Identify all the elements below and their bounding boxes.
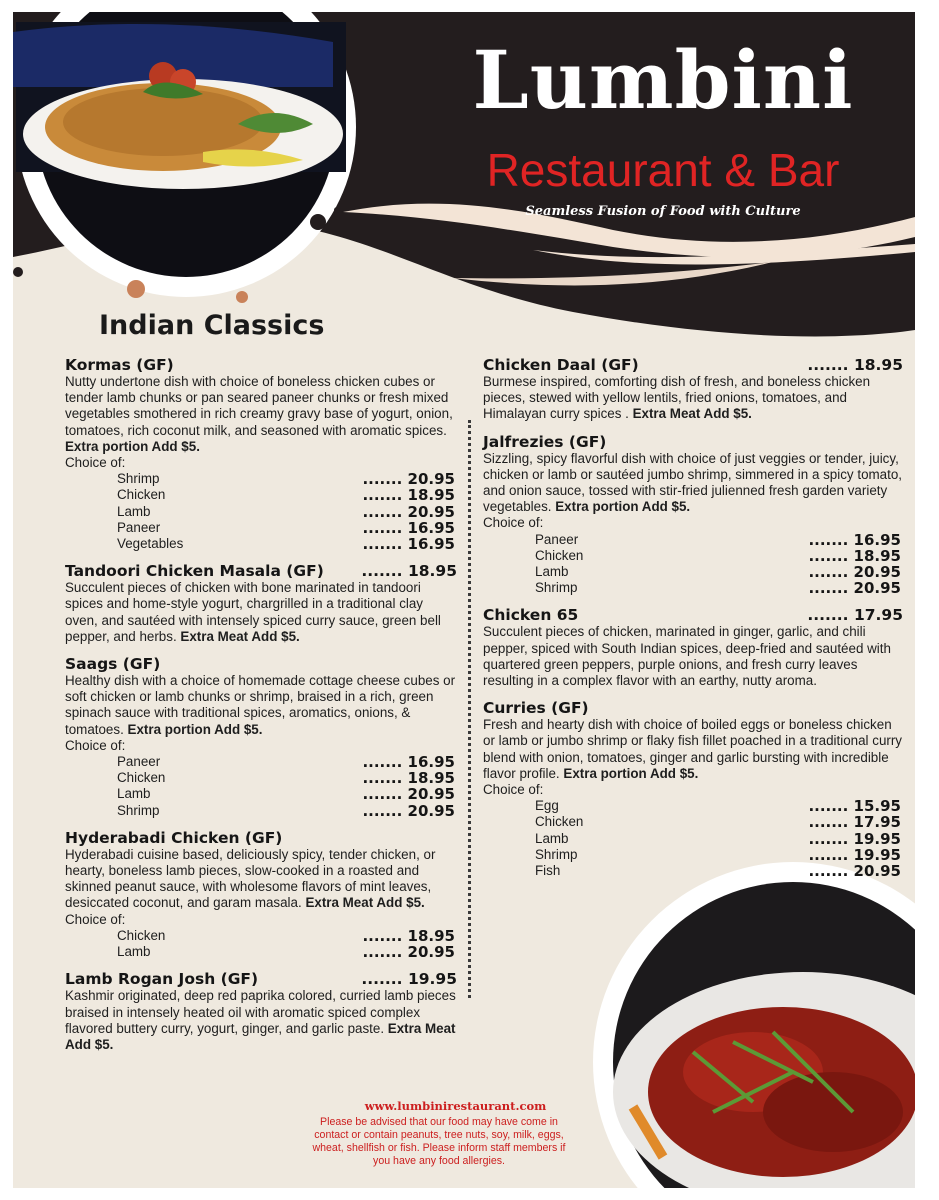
dish-description: Kashmir originated, deep red paprika colored, curried lamb pieces braised in intensely heated oil with aromatic spiced complex flavored buttery curry, yogurt, ginger, and garlic paste. Extra Meat Add $5. [65, 988, 456, 1052]
option-name: Chicken [117, 487, 166, 503]
section-heading: Indian Classics [99, 310, 325, 341]
option-row [483, 863, 903, 879]
option-name: Lamb [117, 786, 151, 802]
dish-extra: Extra portion Add $5. [65, 438, 200, 454]
option-row [483, 814, 903, 830]
option-price: ....... 20.95 [362, 470, 455, 489]
dish-price: ....... 18.95 [361, 562, 457, 581]
restaurant-tagline: Seamless Fusion of Food with Culture [525, 204, 801, 219]
dish-curries [483, 699, 903, 879]
option-price: ....... 19.95 [808, 845, 901, 864]
option-row [483, 798, 903, 814]
option-name: Chicken [535, 547, 584, 563]
option-price: ....... 20.95 [362, 943, 455, 962]
dish-jalfrezies [483, 433, 903, 597]
dish-kormas [65, 356, 457, 552]
option-price: ....... 20.95 [808, 862, 901, 881]
option-row [483, 532, 903, 548]
option-name: Paneer [535, 531, 579, 547]
menu-page [13, 12, 915, 1188]
dish-chicken-daal [483, 356, 903, 423]
option-row [65, 786, 457, 802]
option-price: ....... 18.95 [362, 486, 455, 505]
website-link[interactable]: www.lumbinirestaurant.com [364, 1099, 547, 1113]
restaurant-subtitle: Restaurant & Bar [486, 144, 840, 196]
dish-saags [65, 655, 457, 819]
option-price: ....... 16.95 [808, 530, 901, 549]
dish-description: Succulent pieces of chicken, marinated in ginger, garlic, and chili pepper, spiced with South Indian spices, deep-fried and sautéed with quartered green peppers, purple onions, and fresh curry leaves resulting in a complex flavor with an earthy, nutty aroma. [483, 624, 891, 689]
option-row [483, 831, 903, 847]
dish-name: Saags (GF) [65, 655, 161, 674]
dish-name: Hyderabadi Chicken (GF) [65, 828, 283, 847]
option-row [65, 928, 457, 944]
option-price: ....... 16.95 [362, 535, 455, 554]
restaurant-name: Lumbini [472, 33, 854, 127]
option-price: ....... 20.95 [362, 502, 455, 521]
dish-description: Sizzling, spicy flavorful dish with choice of just veggies or tender, juicy, chicken or lamb or sautéed jumbo shrimp, simmered in a spicy tomato, and onion sauce, tossed with stir-fried julienned fresh garden variety vegetables. Extra portion Add $5. [483, 450, 903, 515]
dish-name: Chicken Daal (GF) [483, 356, 639, 374]
option-name: Lamb [117, 944, 151, 960]
option-name: Shrimp [117, 471, 160, 487]
column-divider [468, 420, 471, 998]
menu-column-right [483, 356, 903, 889]
option-name: Lamb [117, 503, 151, 519]
choice-label: Choice of: [65, 455, 126, 471]
option-name: Vegetables [117, 536, 184, 552]
option-row [483, 564, 903, 580]
option-price: ....... 19.95 [808, 829, 901, 848]
choice-label: Choice of: [65, 911, 126, 927]
option-row [483, 580, 903, 596]
option-price: ....... 15.95 [808, 797, 901, 816]
dish-extra: Extra Meat Add $5. [305, 895, 425, 911]
option-row [65, 487, 457, 503]
choice-label: Choice of: [483, 782, 544, 798]
dish-extra: Extra Meat Add $5. [65, 1020, 456, 1052]
option-price: ....... 20.95 [362, 801, 455, 820]
option-price: ....... 20.95 [362, 785, 455, 804]
option-row [65, 944, 457, 960]
dish-tandoori-chicken-masala [65, 562, 457, 645]
option-name: Paneer [117, 519, 161, 535]
choice-label: Choice of: [483, 515, 544, 531]
option-price: ....... 18.95 [362, 926, 455, 945]
option-row [65, 471, 457, 487]
allergy-notice: Please be advised that our food may have come in contact or contain peanuts, tree nuts, soy, milk, eggs, wheat, shellfish or fish. Please inform staff members if you have any food allergies. [312, 1116, 566, 1167]
dish-description: Fresh and hearty dish with choice of boiled eggs or boneless chicken or lamb or jumbo shrimp or flaky fish fillet poached in a traditional curry blend with onion, tomatoes, ginger and garlic bursting with incredible flavor profile. Extra portion Add $5. [483, 717, 903, 781]
option-name: Egg [535, 798, 559, 814]
dish-name: Lamb Rogan Josh (GF) [65, 970, 259, 989]
option-row [65, 520, 457, 536]
option-price: ....... 17.95 [808, 813, 901, 832]
option-row [65, 803, 457, 819]
dish-description: Healthy dish with a choice of homemade cottage cheese cubes or soft chicken or lamb chunks or shrimp, braised in a rich, green spinach sauce with traditional spices, aromatics, onions, & tomatoes. Extra portion Add $5. [65, 673, 456, 737]
choice-label: Choice of: [65, 737, 126, 753]
option-price: ....... 18.95 [808, 546, 901, 565]
option-name: Lamb [535, 564, 569, 580]
dish-description: Hyderabadi cuisine based, deliciously spicy, tender chicken, or hearty, boneless lamb pieces, slow-cooked in a roasted and skinned peanut sauce, with wholesome flavors of mint leaves, desiccated coconut, and garam masala. Extra Meat Add $5. Choice of: [65, 846, 436, 927]
option-name: Shrimp [535, 580, 578, 596]
dish-lamb-rogan-josh [65, 970, 457, 1053]
option-price: ....... 20.95 [808, 563, 901, 582]
dish-description: Nutty undertone dish with choice of boneless chicken cubes or tender lamb chunks or pan seared paneer chunks or fresh mixed vegetables smothered in rich creamy gravy base of yogurt, onion, tomatoes, rich coconut milk, and seasoned with aromatic spices. Extra portion Add $5. [65, 374, 453, 454]
option-price: ....... 18.95 [362, 769, 455, 788]
dish-name: Kormas (GF) [65, 356, 174, 374]
option-name: Paneer [117, 754, 161, 770]
dish-price: ....... 18.95 [807, 356, 903, 374]
dish-extra: Extra portion Add $5. [563, 765, 699, 781]
dish-name: Tandoori Chicken Masala (GF) [65, 562, 324, 581]
option-price: ....... 20.95 [808, 579, 901, 598]
option-row [65, 770, 457, 786]
dish-extra: Extra portion Add $5. [127, 721, 263, 737]
option-name: Shrimp [535, 846, 578, 862]
option-name: Shrimp [117, 802, 160, 818]
option-name: Fish [535, 863, 561, 879]
option-row [65, 754, 457, 770]
dish-name: Jalfrezies (GF) [483, 432, 607, 451]
option-name: Chicken [535, 814, 584, 830]
dish-extra: Extra portion Add $5. [555, 499, 691, 515]
option-row [483, 548, 903, 564]
dish-price: ....... 17.95 [807, 606, 903, 625]
option-row [65, 504, 457, 520]
menu-column-left [65, 356, 457, 1063]
dish-name: Curries (GF) [483, 699, 589, 718]
dish-extra: Extra Meat Add $5. [632, 406, 752, 422]
dish-chicken-65 [483, 606, 903, 689]
option-name: Chicken [117, 927, 166, 943]
dish-price: ....... 19.95 [361, 970, 457, 989]
option-name: Lamb [535, 830, 569, 846]
option-price: ....... 16.95 [362, 518, 455, 537]
option-row [483, 847, 903, 863]
option-price: ....... 16.95 [362, 753, 455, 772]
dish-extra: Extra Meat Add $5. [180, 628, 300, 644]
dish-description: Succulent pieces of chicken with bone marinated in tandoori spices and home-style yogurt, chargrilled in a traditional clay oven, and sautéed with intensely spiced curry sauce, green bell pepper, and herbs. Extra Meat Add $5. [65, 580, 441, 644]
dish-name: Chicken 65 [483, 606, 579, 625]
dish-description: Burmese inspired, comforting dish of fresh, and boneless chicken pieces, stewed with yellow lentils, fried onions, tomatoes, and Himalayan curry spices . Extra Meat Add $5. [483, 374, 871, 422]
option-row [65, 536, 457, 552]
option-name: Chicken [117, 770, 166, 786]
dish-hyderabadi-chicken [65, 829, 457, 960]
